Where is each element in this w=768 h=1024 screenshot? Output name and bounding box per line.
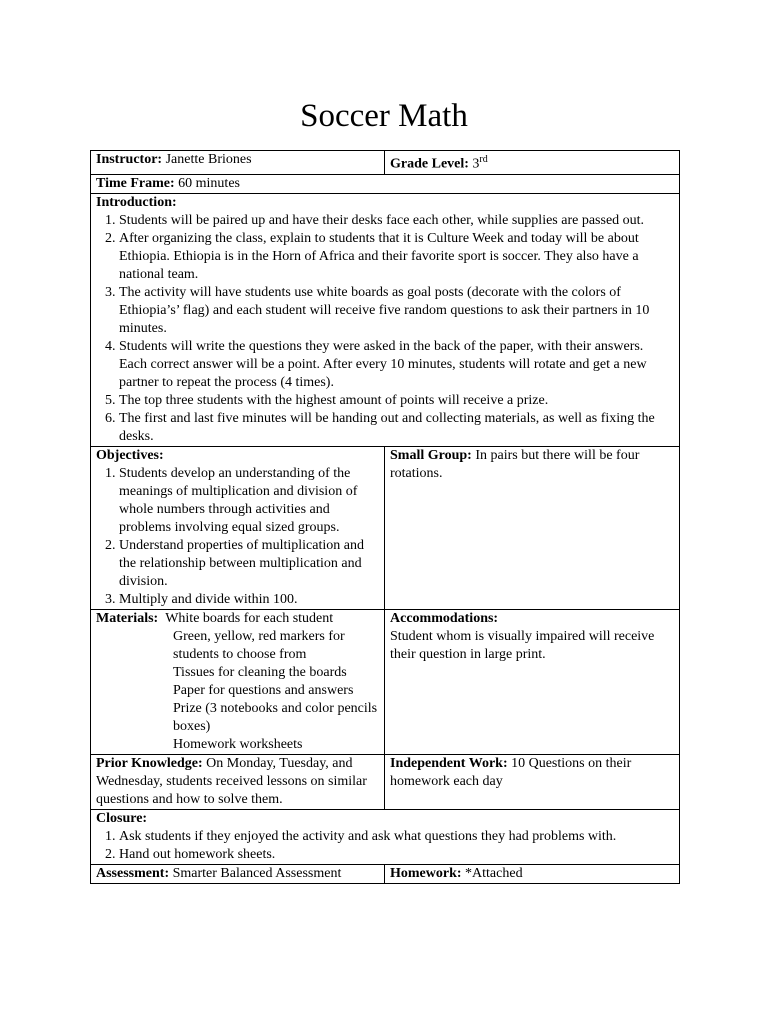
time-frame-cell [91, 175, 680, 194]
page-title: Soccer Math [300, 98, 468, 134]
objective-item: 3. Multiply and divide within 100. [119, 591, 379, 609]
prior-knowledge-cell [91, 755, 385, 810]
materials-item: Green, yellow, red markers for students to choose from [173, 629, 345, 662]
small-group-cell [385, 447, 680, 610]
homework-cell [385, 865, 680, 884]
homework-label: Homework: [390, 866, 462, 881]
introduction-item: 5. The top three students with the highest amount of points will receive a prize. [119, 392, 674, 410]
introduction-item: 4. Students will write the questions they were asked in the back of the paper, with their answers. Each correct answer will be a point. After every 10 minutes, students will rotate and get a new partner to repeat the process (4 times). [119, 338, 674, 392]
instructor-label: Instructor: [96, 152, 163, 167]
closure-item: 1. Ask students if they enjoyed the activity and ask what questions they had problems with. [119, 828, 674, 846]
introduction-cell [91, 194, 680, 447]
objective-item: 1. Students develop an understanding of the meanings of multiplication and division of whole numbers through activities and problems involving equal sized groups. [119, 465, 379, 537]
objectives-label: Objectives: [96, 448, 164, 463]
assessment-cell [91, 865, 385, 884]
introduction-item: 3. The activity will have students use white boards as goal posts (decorate with the colors of Ethiopia’s’ flag) and each student will receive five random questions to ask their partners in 10 minutes. [119, 284, 674, 338]
materials-cell [91, 610, 385, 755]
prior-knowledge-label: Prior Knowledge: [96, 756, 203, 771]
closure-item: 2. Hand out homework sheets. [119, 846, 674, 864]
time-frame-label: Time Frame: [96, 176, 175, 191]
prior-knowledge-value: On Monday, Tuesday, and Wednesday, students received lessons on similar questions and how to solve them. [96, 756, 367, 807]
accommodations-label: Accommodations: [390, 611, 499, 626]
materials-item: Paper for questions and answers [173, 683, 354, 698]
closure-list [96, 828, 674, 864]
grade-level-value: 3 [472, 156, 480, 172]
grade-level-suffix: rd [479, 154, 488, 165]
assessment-label: Assessment: [96, 866, 170, 881]
instructor-cell [91, 151, 385, 175]
homework-value: *Attached [465, 866, 523, 881]
introduction-item: 6. The first and last five minutes will be handing out and collecting materials, as well as fixing the desks. [119, 410, 674, 446]
closure-label: Closure: [96, 811, 148, 826]
accommodations-cell [385, 610, 680, 755]
accommodations-value: Student whom is visually impaired will receive their question in large print. [390, 629, 655, 662]
introduction-item: 2. After organizing the class, explain to students that it is Culture Week and today will be about Ethiopia. Ethiopia is in the Horn of Africa and their favorite sport is soccer. They also have a national team. [119, 230, 674, 284]
objectives-list [96, 465, 379, 609]
lesson-plan-table [90, 174, 680, 884]
materials-item: Tissues for cleaning the boards [173, 665, 347, 680]
small-group-label: Small Group: [390, 448, 472, 463]
time-frame-value: 60 minutes [178, 176, 240, 191]
closure-cell [91, 810, 680, 865]
materials-item: Homework worksheets [173, 737, 303, 752]
materials-label: Materials: [96, 611, 159, 626]
introduction-list [96, 212, 674, 446]
materials-item: White boards for each student [165, 611, 334, 626]
instructor-value: Janette Briones [165, 152, 252, 167]
materials-item: Prize (3 notebooks and color pencils boxes) [173, 701, 378, 734]
independent-work-cell [385, 755, 680, 810]
assessment-value: Smarter Balanced Assessment [172, 866, 342, 881]
introduction-item: 1. Students will be paired up and have their desks face each other, while supplies are passed out. [119, 212, 674, 230]
objectives-cell [91, 447, 385, 610]
introduction-label: Introduction: [96, 195, 177, 210]
independent-work-value: 10 Questions on their homework each day [390, 756, 632, 789]
independent-work-label: Independent Work: [390, 756, 508, 771]
grade-level-label: Grade Level: [390, 156, 469, 172]
objective-item: 2. Understand properties of multiplication and the relationship between multiplication and division. [119, 537, 379, 591]
header-table [90, 150, 680, 175]
materials-list [173, 628, 379, 754]
grade-level-cell [385, 151, 680, 175]
small-group-value: In pairs but there will be four rotations. [390, 448, 640, 481]
